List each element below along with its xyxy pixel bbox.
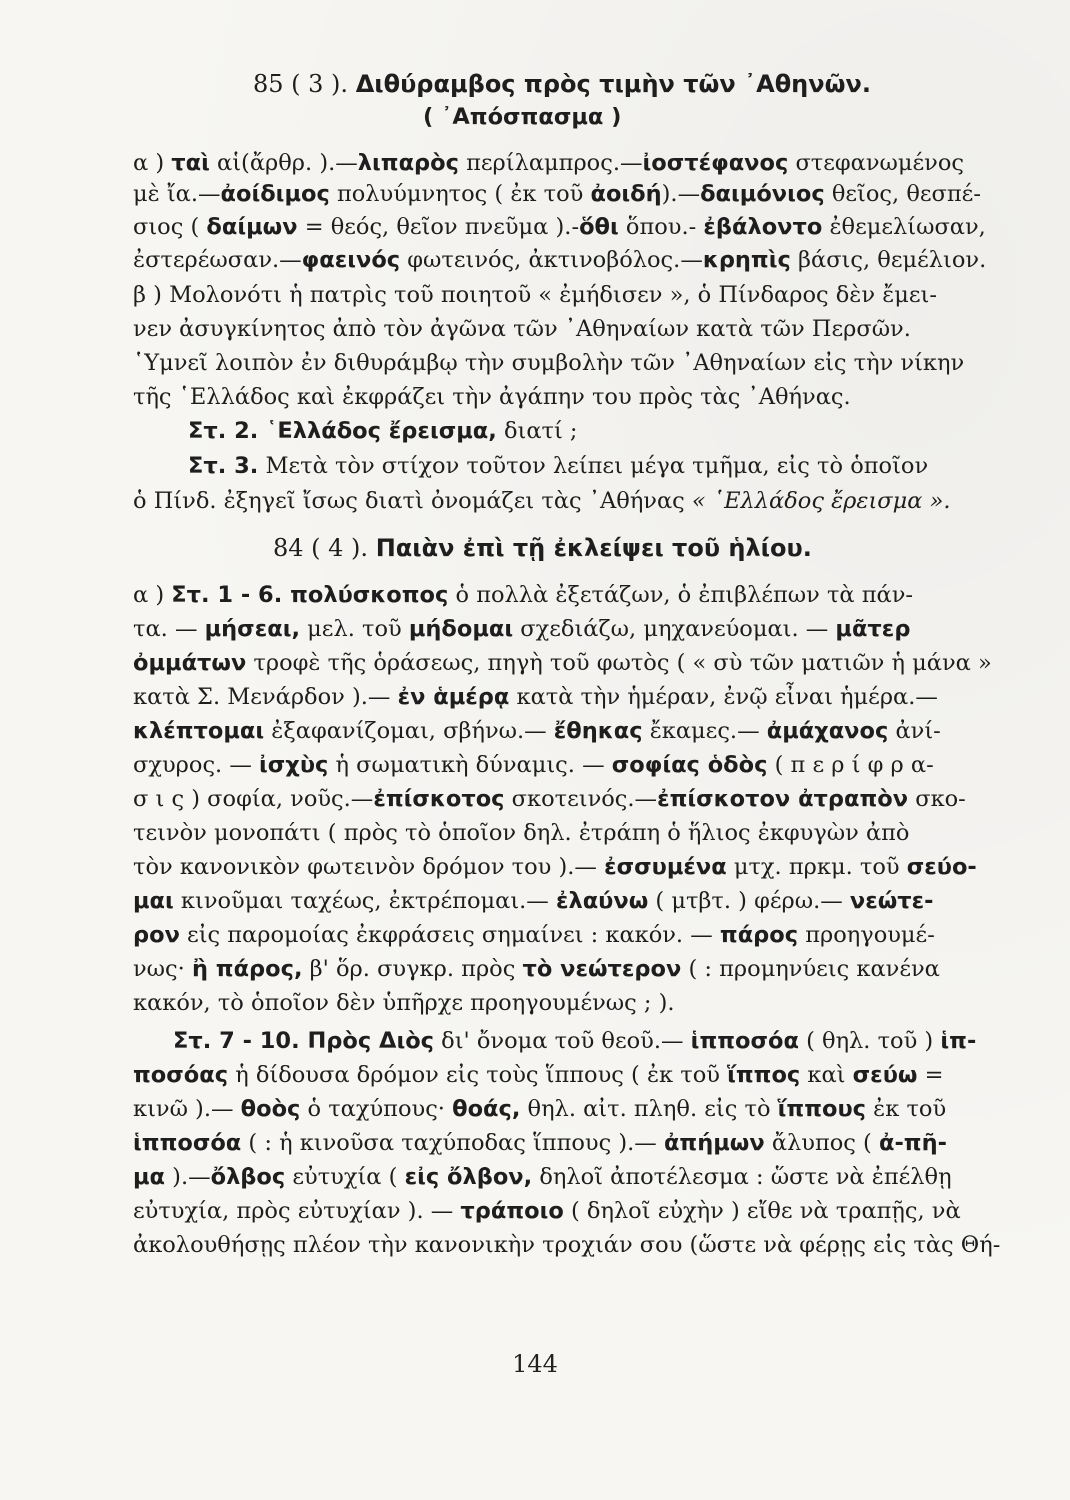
- text-run: ( θηλ. τοῦ ): [798, 1028, 941, 1054]
- bold-term: Στ. 3.: [188, 453, 259, 479]
- text-run: νως·: [133, 956, 192, 982]
- bold-term: ἐν ἁμέρᾳ: [397, 684, 510, 710]
- text-run: « ῾Ελλάδος ἔρεισμα ».: [691, 488, 951, 514]
- bold-term: τὸ νεώτερον: [522, 956, 682, 982]
- text-line: [133, 152, 964, 175]
- text-line: [133, 788, 966, 811]
- text-run: ( δηλοῖ εὐχὴν ) εἴθε νὰ τραπῇς, νὰ: [563, 1198, 961, 1224]
- bold-term: ἵππους: [777, 1096, 867, 1122]
- text-line: [133, 958, 940, 981]
- text-run: ἐστερέωσαν.—: [133, 247, 302, 273]
- text-line: [133, 386, 851, 409]
- text-run: ἐθεμελίωσαν,: [822, 214, 986, 240]
- text-line: [188, 420, 578, 443]
- text-run: δηλοῖ ἀποτέλεσμα : ὥστε νὰ ἐπέλθῃ: [532, 1164, 952, 1190]
- text-run: ὁ πολλὰ ἐξετάζων, ὁ ἐπιβλέπων τὰ πάν-: [448, 582, 914, 608]
- text-run: σχεδιάζω, μηχανεύομαι. —: [513, 616, 836, 642]
- bold-term: ἱπ-: [940, 1028, 977, 1054]
- text-run: =: [917, 1062, 944, 1088]
- bold-term: ἐλαύνω: [555, 888, 649, 914]
- bold-term: νεώτε-: [849, 888, 934, 914]
- text-run: μτχ. πρκμ. τοῦ: [726, 854, 907, 880]
- text-line: [133, 352, 964, 375]
- bold-term: σεύω: [852, 1062, 918, 1088]
- bold-term: ἐπίσκοτον ἀτραπὸν: [657, 786, 909, 812]
- bold-term: εἰς ὄλβον,: [404, 1164, 533, 1190]
- text-run: στεφανωμένος: [788, 150, 964, 176]
- bold-term: ἢ πάρος,: [191, 956, 303, 982]
- bold-term: φαεινός: [301, 247, 401, 273]
- text-run: ὁ Πίνδ. ἐξηγεῖ ἴσως διατὶ ὀνομάζει τὰς ᾽Αθήνας: [133, 488, 692, 514]
- text-line: [133, 1098, 946, 1121]
- bold-term: Παιὰν ἐπὶ τῇ ἐκλείψει τοῦ ἡλίου.: [375, 534, 812, 562]
- bold-term: ἐσσυμένα: [604, 854, 727, 880]
- text-line: [133, 1166, 952, 1189]
- text-run: ( π ε ρ ί φ ρ α-: [767, 752, 934, 778]
- text-run: ( : ἡ κινοῦσα ταχύποδας ἵππους ).—: [241, 1130, 664, 1156]
- bold-term: μήδομαι: [408, 616, 514, 642]
- bold-term: θοὸς: [240, 1096, 301, 1122]
- text-line: [133, 249, 986, 272]
- text-run: τα. —: [133, 616, 205, 642]
- bold-term: ἰοστέφανος: [642, 150, 789, 176]
- bold-term: ἐβάλοντο: [703, 214, 823, 240]
- text-line: [133, 318, 911, 341]
- text-run: α ): [133, 582, 172, 608]
- bold-term: ρον: [133, 922, 180, 948]
- text-run: ὁ ταχύπους·: [300, 1096, 453, 1122]
- text-run: σκοτεινός.—: [504, 786, 658, 812]
- text-line: [133, 216, 986, 239]
- text-run: α ): [133, 150, 172, 176]
- text-run: προηγουμέ-: [798, 922, 935, 948]
- bold-term: μαι: [133, 888, 174, 914]
- text-line: [133, 720, 941, 743]
- text-line: [133, 1200, 961, 1223]
- text-run: θεῖος, θεσπέ-: [824, 181, 981, 207]
- text-run: ἀκολουθήσῃς πλέον τὴν κανονικὴν τροχιάν σου (ὥστε νὰ φέρῃς εἰς τὰς Θή-: [133, 1232, 1001, 1258]
- text-line: [133, 1064, 943, 1087]
- bold-term: κρηπὶς: [702, 247, 791, 273]
- text-run: β ) Μολονότι ἡ πατρὶς τοῦ ποιητοῦ « ἐμήδισεν », ὁ Πίνδαρος δὲν ἔμει-: [133, 282, 937, 308]
- bold-term: σεύο-: [906, 854, 977, 880]
- text-run: κατὰ Σ. Μενάρδον ).—: [133, 684, 398, 710]
- text-run: αἱ(ἄρθρ. ).—: [209, 150, 358, 176]
- bold-term: ὄλβος: [210, 1164, 286, 1190]
- text-run: σχυρος. —: [133, 752, 260, 778]
- bold-term: ἀπήμων: [663, 1130, 765, 1156]
- bold-term: ἀοίδιμος: [220, 181, 330, 207]
- text-line: [133, 822, 909, 845]
- bold-term: λιπαρὸς: [357, 150, 459, 176]
- text-line: [133, 890, 934, 913]
- page-number: 144: [512, 1350, 558, 1378]
- bold-term: ποσόας: [133, 1062, 229, 1088]
- text-run: θηλ. αἰτ. πληθ. εἰς τὸ: [520, 1096, 778, 1122]
- text-run: βάσις, θεμέλιον.: [790, 247, 987, 273]
- text-line: [133, 1132, 947, 1155]
- text-line: [133, 183, 981, 206]
- text-line: [133, 584, 913, 607]
- text-run: ἐξαφανίζομαι, σβήνω.—: [264, 718, 554, 744]
- bold-term: δαίμων: [206, 214, 298, 240]
- text-run: νεν ἀσυγκίνητος ἀπὸ τὸν ἀγῶνα τῶν ᾽Αθηναίων κατὰ τῶν Περσῶν.: [133, 316, 911, 342]
- text-run: 84 ( 4 ).: [273, 534, 376, 562]
- text-line: [133, 856, 977, 879]
- text-run: κινοῦμαι ταχέως, ἐκτρέπομαι.—: [173, 888, 556, 914]
- text-run: εὐτυχία (: [285, 1164, 405, 1190]
- text-run: ( μτβτ. ) φέρω.—: [648, 888, 850, 914]
- bold-term: ὀμμάτων: [133, 650, 247, 676]
- text-run: ἐκ τοῦ: [866, 1096, 947, 1122]
- text-run: 85 ( 3 ).: [253, 70, 356, 98]
- section-heading-line: [423, 106, 621, 129]
- bold-term: ἀοιδή: [590, 181, 662, 207]
- text-line: [133, 490, 951, 513]
- bold-term: τράποιο: [460, 1198, 564, 1224]
- text-run: πολυύμνητος ( ἐκ τοῦ: [329, 181, 591, 207]
- bold-term: ἰσχὺς: [259, 752, 329, 778]
- text-line: [188, 455, 928, 478]
- bold-term: ἱπποσόα: [133, 1130, 242, 1156]
- text-run: σκο-: [908, 786, 966, 812]
- bold-term: σοφίας ὁδὸς: [611, 752, 768, 778]
- bold-term: ἱπποσόα: [690, 1028, 799, 1054]
- text-run: μελ. τοῦ: [300, 616, 409, 642]
- text-run: ῾Υμνεῖ λοιπὸν ἐν διθυράμβῳ τὴν συμβολὴν τῶν ᾽Αθηναίων εἰς τὴν νίκην: [133, 350, 965, 376]
- bold-term: θοάς,: [452, 1096, 521, 1122]
- bold-term: ἐπίσκοτος: [373, 786, 505, 812]
- text-run: ἡ σωματικὴ δύναμις. —: [328, 752, 612, 778]
- bold-term: πάρος: [719, 922, 799, 948]
- text-run: τροφὲ τῆς ὁράσεως, πηγὴ τοῦ φωτὸς ( « σὺ τῶν ματιῶν ἡ μάνα »: [246, 650, 992, 676]
- text-line: [133, 992, 675, 1015]
- text-run: β' ὅρ. συγκρ. πρὸς: [302, 956, 523, 982]
- text-line: [133, 284, 937, 307]
- text-run: τὸν κανονικὸν φωτεινὸν δρόμον του ).—: [133, 854, 605, 880]
- bold-term: κλέπτομαι: [133, 718, 265, 744]
- text-run: Μετὰ τὸν στίχον τοῦτον λείπει μέγα τμῆμα, εἰς τὸ ὁποῖον: [258, 453, 929, 479]
- text-run: καὶ: [800, 1062, 853, 1088]
- bold-term: ἀμάχανος: [766, 718, 889, 744]
- text-run: κακόν, τὸ ὁποῖον δὲν ὑπῆρχε προηγουμένως ; ).: [133, 990, 675, 1016]
- bold-term: μα: [133, 1164, 166, 1190]
- text-run: ( : προμηνύεις κανένα: [681, 956, 940, 982]
- text-run: κατὰ τὴν ἡμέραν, ἐνῷ εἶναι ἡμέρα.—: [509, 684, 938, 710]
- text-line: [133, 652, 992, 675]
- text-run: φωτεινός, ἀκτινοβόλος.—: [400, 247, 703, 273]
- text-run: ἡ δίδουσα δρόμον εἰς τοὺς ἵππους ( ἐκ τοῦ: [228, 1062, 728, 1088]
- bold-term: δαιμόνιος: [700, 181, 825, 207]
- text-run: περίλαμπρος.—: [458, 150, 643, 176]
- bold-term: Στ. 7 - 10. Πρὸς Διὸς: [173, 1028, 435, 1054]
- text-run: εὐτυχία, πρὸς εὐτυχίαν ). —: [133, 1198, 461, 1224]
- text-line: [173, 1030, 976, 1053]
- text-run: κινῶ ).—: [133, 1096, 241, 1122]
- text-line: [133, 754, 934, 777]
- text-run: ἄλυπος (: [764, 1130, 879, 1156]
- bold-term: Στ. 2. ῾Ελλάδος ἔρεισμα,: [188, 418, 497, 444]
- text-run: = θεός, θεῖον πνεῦμα ).-: [297, 214, 580, 240]
- section-heading-line: [253, 72, 871, 96]
- bold-term: ( ᾽Απόσπασμα ): [423, 104, 622, 130]
- text-run: ).—: [661, 181, 701, 207]
- bold-term: ὅθι: [579, 214, 619, 240]
- text-line: [133, 924, 935, 947]
- text-run: ὅπου.-: [618, 214, 704, 240]
- text-run: τεινὸν μονοπάτι ( πρὸς τὸ ὁποῖον δηλ. ἐτράπη ὁ ἥλιος ἐκφυγὼν ἀπὸ: [133, 820, 910, 846]
- text-run: ).—: [165, 1164, 211, 1190]
- bold-term: Διθύραμβος πρὸς τιμὴν τῶν ᾽Αθηνῶν.: [355, 70, 871, 98]
- text-run: ἔκαμες.—: [642, 718, 767, 744]
- text-run: δι' ὄνομα τοῦ θεοῦ.—: [434, 1028, 691, 1054]
- section-heading-line: [273, 536, 812, 560]
- text-line: [133, 1234, 1000, 1257]
- text-run: εἰς παρομοίας ἐκφράσεις σημαίνει : κακόν. —: [179, 922, 720, 948]
- bold-term: μήσεαι,: [204, 616, 301, 642]
- text-line: [133, 618, 910, 641]
- bold-term: ἔθηκας: [553, 718, 643, 744]
- bold-term: μᾶτερ: [835, 616, 911, 642]
- bold-term: Στ. 1 - 6. πολύσκοπος: [171, 582, 449, 608]
- bold-term: ταὶ: [171, 150, 210, 176]
- text-run: διατί ;: [496, 418, 578, 444]
- bold-term: ἵππος: [727, 1062, 801, 1088]
- bold-term: ἀ-πῆ-: [878, 1130, 947, 1156]
- text-run: σιος (: [133, 214, 207, 240]
- text-run: σ ι ς ) σοφία, νοῦς.—: [133, 786, 374, 812]
- text-run: τῆς ῾Ελλάδος καὶ ἐκφράζει τὴν ἀγάπην του πρὸς τὰς ᾽Αθήνας.: [133, 384, 851, 410]
- text-line: [133, 686, 938, 709]
- text-run: μὲ ἴα.—: [133, 181, 221, 207]
- text-run: ἀνί-: [888, 718, 941, 744]
